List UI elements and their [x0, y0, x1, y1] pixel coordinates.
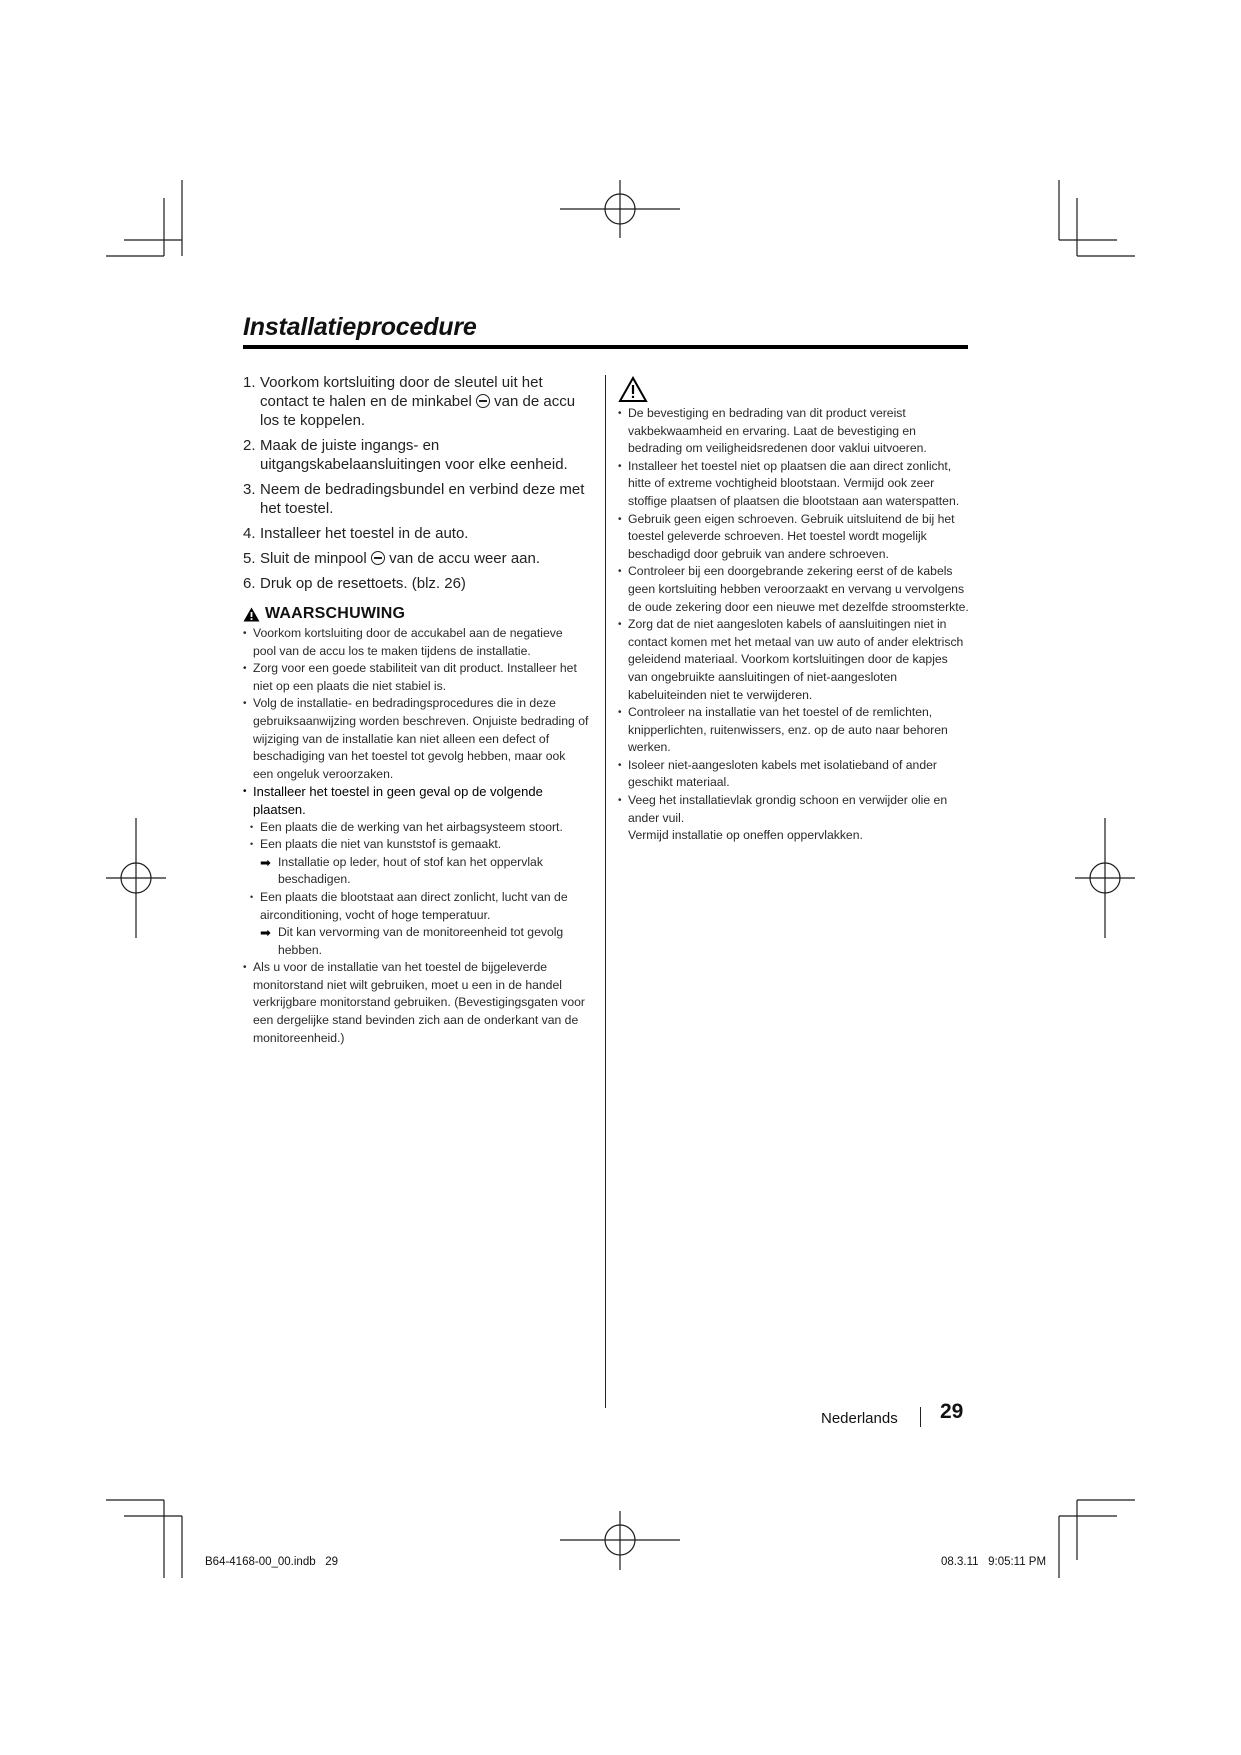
warning-item: [243, 783, 589, 818]
consequence-text: Dit kan vervorming van de monitoreenheid tot gevolg hebben.: [278, 925, 564, 957]
warning-list: [243, 959, 589, 1047]
registration-mark-top: [560, 180, 680, 238]
crop-mark-bottom-left: [106, 1500, 182, 1578]
forbidden-place: • Een plaats die de werking van het airbagsysteem stoort.: [243, 819, 589, 837]
warning-heading-text: WAARSCHUWING: [265, 605, 406, 622]
caution-item: • Zorg dat de niet aangesloten kabels of aansluitingen niet in contact komen met het metaal van uw auto of ander elektrisch geleidend materiaal. Voorkom kortsluitingen door de kapjes van ongebruikte aansluitingen of niet-aangesloten kabeluiteinden niet te verwijderen.: [618, 616, 970, 704]
step-text: Druk op de resettoets. (blz. 26): [260, 575, 466, 592]
registration-mark-right: [1075, 818, 1135, 938]
crop-mark-bottom-right: [1059, 1500, 1135, 1578]
warning-item: • Volg de installatie- en bedradingsprocedures die in deze gebruiksaanwijzing worden beschreven. Onjuiste bedrading of wijziging van de installatie kan niet alleen een defect of beschadiging van het toestel tot gevolg hebben, maar ook een ongeluk veroorzaken.: [243, 695, 589, 783]
consequence-note: [260, 854, 589, 889]
step-item: [243, 436, 589, 474]
registration-mark-left: [106, 818, 166, 938]
warning-item: • Als u voor de installatie van het toestel de bijgeleverde monitorstand niet wilt gebruiken, moet u een in de handel verkrijgbare monitorstand gebruiken. (Bevestigingsgaten voor een dergelijke stand bevinden zich aan de onderkant van de monitoreenheid.): [243, 959, 589, 1047]
warning-item: • Voorkom kortsluiting door de accukabel aan de negatieve pool van de accu los te maken tijdens de installatie.: [243, 625, 589, 660]
caution-item: • Controleer bij een doorgebrande zekering eerst of de kabels geen kortsluiting hebben veroorzaakt en vervang u vervolgens de oude zekering door een nieuwe met dezelfde stroomsterkte.: [618, 563, 970, 616]
caution-list: [618, 405, 970, 845]
arrow-right-icon: ➡: [260, 854, 271, 870]
step-text: van de accu los te koppelen.: [260, 393, 576, 429]
negative-terminal-icon: [371, 551, 385, 565]
warning-list: [243, 625, 589, 819]
step-item: [243, 524, 589, 543]
step-number: 2.: [243, 437, 256, 454]
caution-item: • Isoleer niet-aangesloten kabels met isolatieband of ander geschikt materiaal.: [618, 757, 970, 792]
left-column: [243, 373, 589, 1047]
step-item: [243, 574, 589, 593]
forbidden-places-list: [243, 889, 589, 924]
crop-mark-top-left: [106, 180, 182, 256]
caution-item: • Installeer het toestel niet op plaatsen die aan direct zonlicht, hitte of extreme vochtigheid blootstaan. Vermijd ook zeer stoffige plaatsen of plaatsen die blootstaan aan waterspatten.: [618, 458, 970, 511]
step-text: Voorkom kortsluiting door de sleutel uit het contact te halen en de minkabel: [260, 374, 543, 410]
footer-language: Nederlands: [821, 1410, 898, 1427]
consequence-note: [260, 924, 589, 959]
caution-item: • Gebruik geen eigen schroeven. Gebruik uitsluitend de bij het toestel geleverde schroeven. Het toestel wordt mogelijk beschadigd door gebruik van andere schroeven.: [618, 511, 970, 564]
print-timestamp-slug: 08.3.11 9:05:11 PM: [941, 1556, 1047, 1568]
caution-item: • De bevestiging en bedrading van dit product vereist vakbekwaamheid en ervaring. Laat de bevestiging en bedrading om veiligheidsredenen door vaklui uitvoeren.: [618, 405, 970, 458]
warning-item: • Zorg voor een goede stabiliteit van dit product. Installeer het niet op een plaats die niet stabiel is.: [243, 660, 589, 695]
step-text: Installeer het toestel in de auto.: [260, 525, 469, 542]
print-file-slug: B64-4168-00_00.indb 29: [205, 1556, 338, 1568]
page-title: Installatieprocedure: [243, 313, 477, 341]
consequence-text: Installatie op leder, hout of stof kan het oppervlak beschadigen.: [278, 854, 543, 887]
warning-heading: [243, 605, 589, 623]
negative-terminal-icon: [476, 394, 490, 408]
crop-mark-top-right: [1059, 180, 1135, 256]
step-item: [243, 549, 589, 568]
page-number: 29: [940, 1400, 964, 1423]
column-divider: [605, 375, 606, 1408]
warning-item-text: Installeer het toestel in geen geval op de volgende plaatsen.: [253, 784, 543, 817]
forbidden-place: • Een plaats die blootstaat aan direct zonlicht, lucht van de airconditioning, vocht of hoge temperatuur.: [243, 889, 589, 924]
registration-mark-bottom: [560, 1511, 680, 1570]
caution-item-extra: Vermijd installatie op oneffen oppervlakken.: [628, 828, 863, 843]
caution-item-text: Veeg het installatievlak grondig schoon en verwijder olie en ander vuil.: [628, 793, 948, 825]
arrow-right-icon: ➡: [260, 925, 271, 941]
caution-item: [618, 792, 970, 845]
installation-steps: [243, 373, 589, 593]
step-text: Maak de juiste ingangs- en uitgangskabelaansluitingen voor elke eenheid.: [260, 437, 568, 473]
forbidden-places-list: [243, 819, 589, 854]
step-text: Sluit de minpool: [260, 550, 367, 567]
step-text: van de accu weer aan.: [389, 550, 541, 567]
warning-triangle-icon: [243, 607, 260, 622]
step-number: 6.: [243, 575, 256, 592]
caution-item: • Controleer na installatie van het toestel of de remlichten, knipperlichten, ruitenwissers, enz. op de auto naar behoren werken.: [618, 704, 970, 757]
step-number: 4.: [243, 525, 256, 542]
footer-separator: [920, 1407, 921, 1427]
caution-triangle-icon: [618, 376, 648, 403]
step-number: 1.: [243, 374, 256, 391]
step-number: 3.: [243, 481, 256, 498]
step-text: Neem de bedradingsbundel en verbind deze met het toestel.: [260, 481, 585, 517]
step-item: [243, 480, 589, 518]
right-column: [618, 376, 970, 845]
step-item: [243, 373, 589, 430]
step-number: 5.: [243, 550, 256, 567]
forbidden-place: • Een plaats die niet van kunststof is gemaakt.: [243, 836, 589, 854]
title-rule: [243, 345, 968, 349]
